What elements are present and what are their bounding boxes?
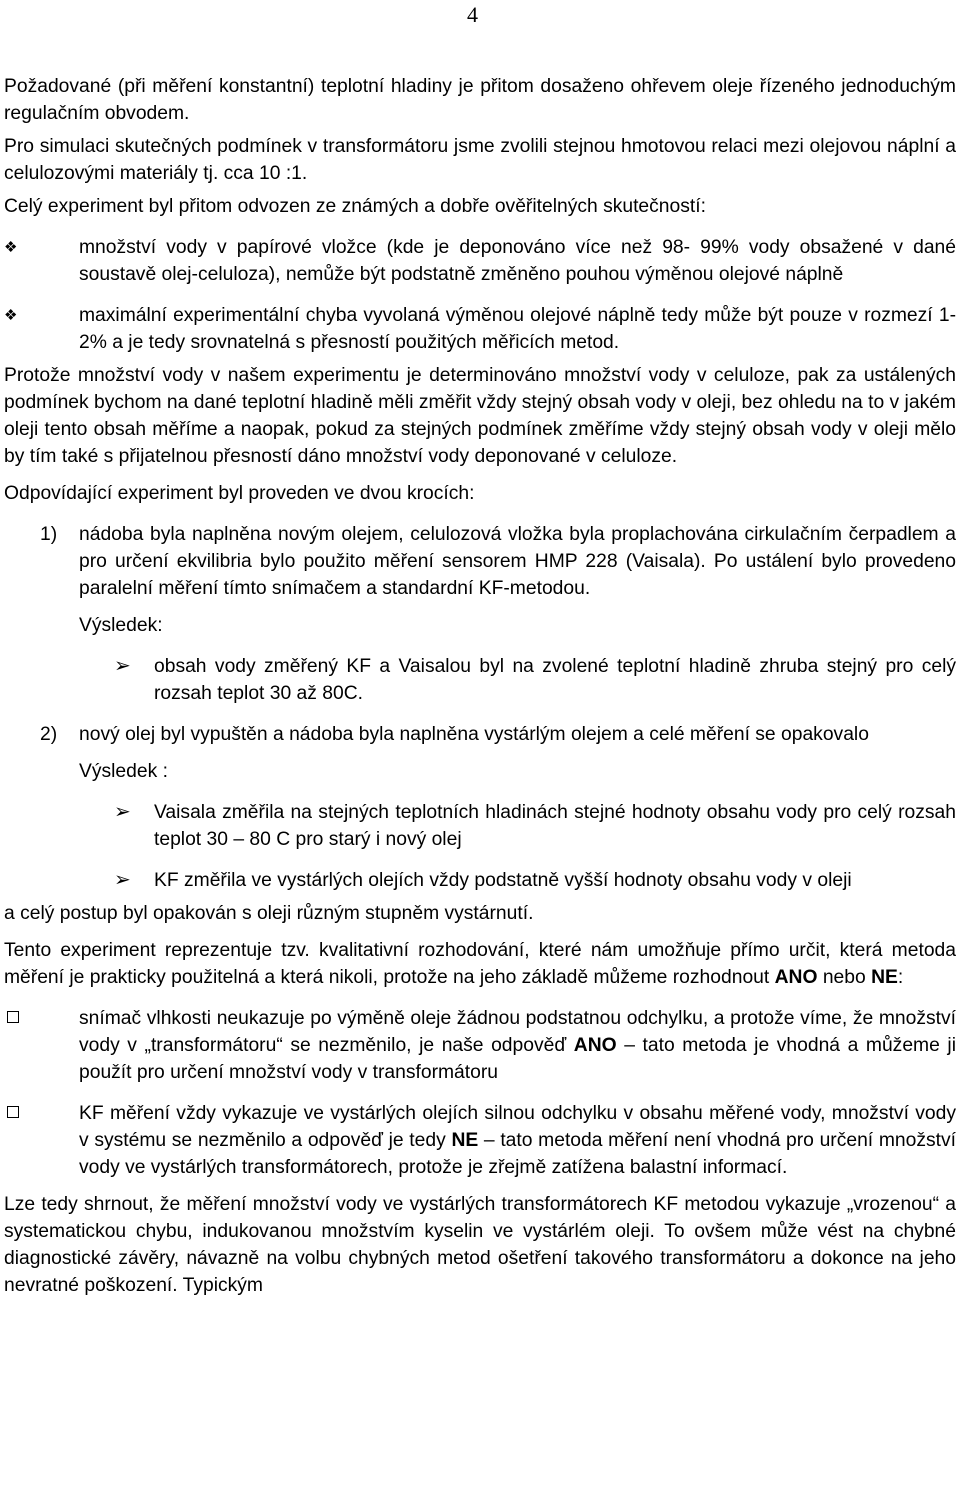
step-text: nový olej byl vypuštěn a nádoba byla naplněna vystárlým olejem a celé měření se opakovalo bbox=[79, 724, 869, 745]
step-number: 1) bbox=[40, 524, 58, 545]
page-number: 4 bbox=[467, 2, 478, 27]
paragraph-simulation: Pro simulaci skutečných podmínek v transformátoru jsme zvolili stejnou hmotovou relaci mezi olejovou náplní a celulozovými materiály tj. cca 10 :1. bbox=[4, 136, 956, 184]
result-item bbox=[4, 653, 956, 707]
answer-yes: ANO bbox=[774, 967, 818, 988]
result-item bbox=[4, 867, 956, 894]
qualitative-text: Tento experiment reprezentuje tzv. kvalitativní rozhodování, které nám umožňuje přímo určit, která metoda měření je prakticky použitelná a která nikoli, protože na jeho základě můžeme rozhodnout bbox=[4, 940, 956, 988]
diamond-bullet-icon: ❖ bbox=[4, 239, 18, 256]
result-item bbox=[4, 799, 956, 853]
decision-item bbox=[4, 1100, 956, 1181]
paragraph-heating: Požadované (při měření konstantní) teplotní hladiny je přitom dosaženo ohřevem oleje řízeného jednoduchým regulačním obvodem. bbox=[4, 76, 956, 124]
arrow-bullet-icon: ➢ bbox=[114, 655, 131, 677]
paragraph-experiment-basis: Celý experiment byl přitom odvozen ze známých a dobře ověřitelných skutečností: bbox=[4, 196, 706, 217]
document-body bbox=[4, 73, 956, 1299]
fact-item bbox=[4, 234, 956, 288]
connector-text: nebo bbox=[817, 967, 872, 988]
paragraph-repeat: a celý postup byl opakován s oleji různým stupněm vystárnutí. bbox=[4, 903, 534, 924]
fact-text: maximální experimentální chyba vyvolaná výměnou olejové náplně tedy může být pouze v rozmezí 1-2% a je tedy srovnatelná s přesností použitých měřicích metod. bbox=[79, 305, 956, 353]
decision-item bbox=[4, 1005, 956, 1086]
answer-no: NE bbox=[871, 967, 898, 988]
result-label: Výsledek: bbox=[79, 615, 163, 636]
result-text: obsah vody změřený KF a Vaisalou byl na zvolené teplotní hladině zhruba stejný pro celý rozsah teplot 30 až 80C. bbox=[154, 656, 956, 704]
step-item bbox=[4, 521, 956, 602]
decision-text: KF měření vždy vykazuje ve vystárlých olejích silnou odchylku v obsahu měřené vody, množství vody v systému se nezměnilo a odpověď je tedy bbox=[79, 1103, 956, 1151]
step-text: nádoba byla naplněna novým olejem, celulozová vložka byla proplachována cirkulačním čerpadlem a pro určení ekvilibria bylo použito měření sensorem HMP 228 (Vaisala). Po ustálení bylo provedeno paralelní měření tímto snímačem a standardní KF-metodou. bbox=[79, 524, 956, 599]
paragraph-reasoning: Protože množství vody v našem experimentu je determinováno množství vody v celuloze, pak za ustálených podmínek bychom na dané teplotní hladině měli změřit vždy stejný obsah vody v oleji, bez ohledu na to v jakém oleji tento obsah měříme a naopak, pokud za stejných podmínek změříme vždy stejný obsah vody v oleji mělo by tím také s přijatelnou přesností dáno množství vody deponované v celuloze. bbox=[4, 365, 956, 467]
decision-text-end: – tato metoda je vhodná a můžeme ji použít pro určení množství vody v transformátoru bbox=[79, 1035, 956, 1083]
paragraph-qualitative bbox=[4, 937, 956, 991]
paragraph-summary: Lze tedy shrnout, že měření množství vody ve vystárlých transformátorech KF metodou vykazuje „vrozenou“ a systematickou chybu, indukovanou množstvím kyselin ve vystárlém oleji. To ovšem může vést na chybné diagnostické závěry, návazně na volbu chybných metod ošetření takového transformátoru a dokonce na jeho nevratné poškození. Typickým bbox=[4, 1194, 956, 1296]
fact-text: množství vody v papírové vložce (kde je deponováno více než 98- 99% vody obsažené v dané soustavě olej-celuloza), nemůže být podstatně změněno pouhou výměnou olejové náplně bbox=[79, 237, 956, 285]
decision-text: snímač vlhkosti neukazuje po výměně oleje žádnou podstatnou odchylku, a protože víme, že množství vody v „transformátoru“ se nezměnilo, je naše odpověď bbox=[79, 1008, 956, 1056]
result-text: KF změřila ve vystárlých olejích vždy podstatně vyšší hodnoty obsahu vody v oleji bbox=[154, 870, 852, 891]
fact-item bbox=[4, 302, 956, 356]
decision-text-end: – tato metoda měření není vhodná pro určení množství vody ve vystárlých transformátorech, protože je zřejmě zatížena balastní informací. bbox=[79, 1130, 956, 1178]
arrow-bullet-icon: ➢ bbox=[114, 869, 131, 891]
decision-answer: NE bbox=[451, 1130, 479, 1151]
step-number: 2) bbox=[40, 724, 58, 745]
result-text: Vaisala změřila na stejných teplotních hladinách stejné hodnoty obsahu vody pro celý rozsah teplot 30 – 80 C pro starý i nový olej bbox=[154, 802, 956, 850]
arrow-bullet-icon: ➢ bbox=[114, 801, 131, 823]
decision-answer: ANO bbox=[573, 1035, 617, 1056]
result-label: Výsledek : bbox=[79, 761, 168, 782]
checkbox-bullet-icon bbox=[4, 1100, 44, 1127]
colon-text: : bbox=[897, 967, 904, 988]
checkbox-bullet-icon bbox=[4, 1005, 44, 1032]
paragraph-steps-intro: Odpovídající experiment byl proveden ve dvou krocích: bbox=[4, 483, 475, 504]
step-item bbox=[4, 721, 956, 748]
diamond-bullet-icon: ❖ bbox=[4, 307, 18, 324]
